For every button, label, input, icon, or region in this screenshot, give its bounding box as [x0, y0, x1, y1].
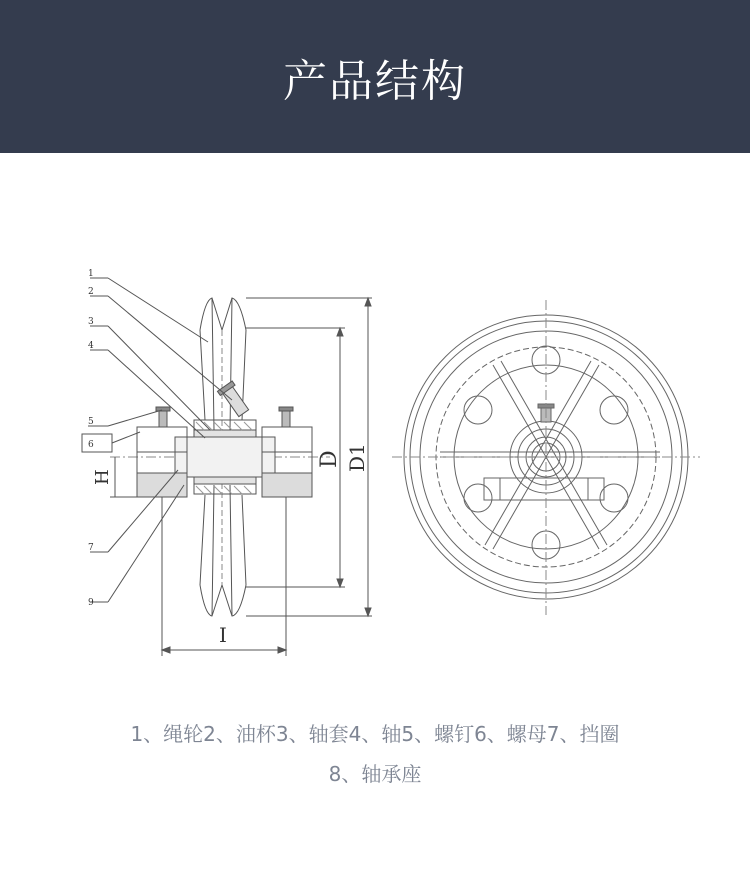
- parts-caption: [0, 714, 750, 794]
- callout-4: 4: [88, 341, 94, 351]
- callout-2: 2: [88, 287, 94, 297]
- callout-9: 9: [88, 598, 94, 608]
- dim-label-d1: D1: [345, 443, 369, 472]
- structure-diagram: [0, 255, 750, 660]
- callout-3: 3: [88, 317, 94, 327]
- callout-1: 1: [88, 269, 94, 279]
- caption-line-1: 1、绳轮2、油杯3、轴套4、轴5、螺钉6、螺母7、挡圈: [130, 722, 620, 746]
- caption-line-2: 8、轴承座: [328, 762, 422, 786]
- dim-label-d: D: [317, 450, 342, 468]
- dim-label-i: I: [219, 623, 227, 647]
- front-view: [392, 300, 700, 615]
- callout-6: 6: [88, 440, 94, 450]
- callout-7: 7: [88, 543, 94, 553]
- dim-label-h: H: [92, 469, 113, 485]
- callout-5: 5: [88, 417, 94, 427]
- header-banner: [0, 0, 750, 153]
- side-section-view: [82, 269, 372, 656]
- page-title: 产品结构: [283, 55, 467, 107]
